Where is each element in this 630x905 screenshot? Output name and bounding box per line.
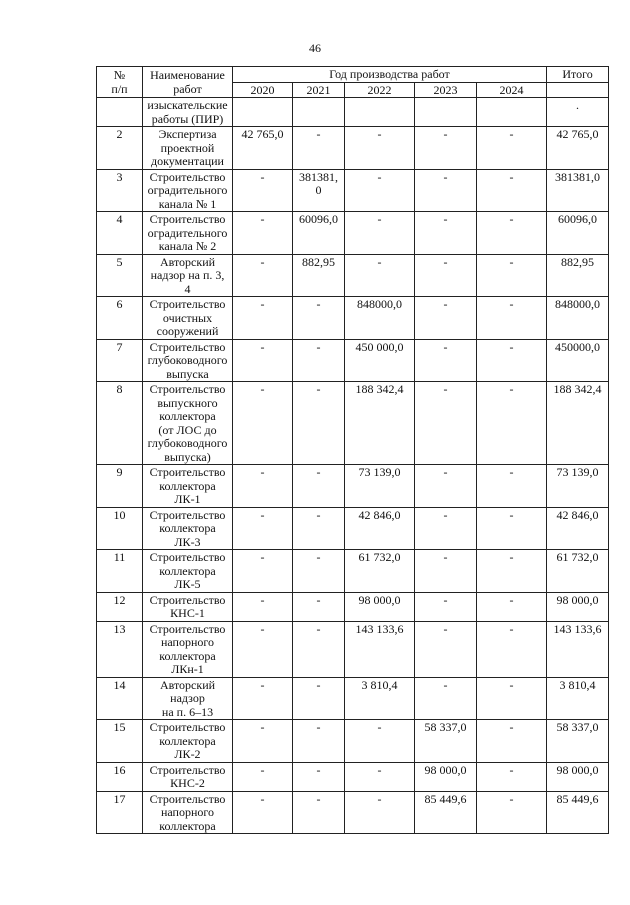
row-number: 10: [97, 507, 143, 550]
row-number: 13: [97, 621, 143, 677]
header-year-2021: 2021: [293, 82, 345, 98]
work-name: Авторский надзор на п. 6–13: [143, 677, 233, 720]
value-2020: -: [233, 297, 293, 340]
header-name: Наименование работ: [143, 67, 233, 98]
value-2023: -: [415, 254, 477, 297]
value-2021: 381381, 0: [293, 169, 345, 212]
value-2023: -: [415, 507, 477, 550]
value-2020: -: [233, 339, 293, 382]
value-2024: -: [477, 720, 547, 763]
value-2023: -: [415, 297, 477, 340]
value-2024: -: [477, 465, 547, 508]
table-row: [97, 339, 609, 382]
table-row: [97, 465, 609, 508]
value-2024: -: [477, 677, 547, 720]
work-name: Строительство коллектора ЛК-3: [143, 507, 233, 550]
value-2021: -: [293, 127, 345, 170]
row-number: 16: [97, 762, 143, 791]
value-2023: -: [415, 382, 477, 465]
row-number: 5: [97, 254, 143, 297]
value-total: 61 732,0: [547, 550, 609, 593]
value-2020: 42 765,0: [233, 127, 293, 170]
value-2023: -: [415, 550, 477, 593]
value-2023: 98 000,0: [415, 762, 477, 791]
value-2020: -: [233, 720, 293, 763]
value-2020: -: [233, 169, 293, 212]
value-total: 98 000,0: [547, 762, 609, 791]
value-2021: 60096,0: [293, 212, 345, 255]
work-name: Строительство оградительного канала № 1: [143, 169, 233, 212]
value-2023: [415, 98, 477, 127]
value-2024: -: [477, 297, 547, 340]
value-2023: -: [415, 127, 477, 170]
value-2021: -: [293, 382, 345, 465]
value-2023: -: [415, 465, 477, 508]
header-year-2023: 2023: [415, 82, 477, 98]
table-row: [97, 720, 609, 763]
value-total: 85 449,6: [547, 791, 609, 834]
value-2024: -: [477, 507, 547, 550]
value-2022: -: [345, 720, 415, 763]
work-name: Строительство КНС-1: [143, 592, 233, 621]
work-name: Строительство напорного коллектора: [143, 791, 233, 834]
value-2024: -: [477, 212, 547, 255]
value-total: 60096,0: [547, 212, 609, 255]
row-number: 8: [97, 382, 143, 465]
row-number: 7: [97, 339, 143, 382]
value-2024: -: [477, 621, 547, 677]
work-name: Строительство КНС-2: [143, 762, 233, 791]
value-2020: -: [233, 621, 293, 677]
value-2022: -: [345, 212, 415, 255]
value-total: 848000,0: [547, 297, 609, 340]
value-2020: -: [233, 382, 293, 465]
value-2020: -: [233, 677, 293, 720]
value-total: 42 765,0: [547, 127, 609, 170]
value-2022: -: [345, 791, 415, 834]
value-2020: -: [233, 212, 293, 255]
table-row: [97, 621, 609, 677]
value-2023: -: [415, 212, 477, 255]
value-2022: 848000,0: [345, 297, 415, 340]
value-2023: 58 337,0: [415, 720, 477, 763]
value-2021: -: [293, 762, 345, 791]
value-2023: -: [415, 621, 477, 677]
header-year-2022: 2022: [345, 82, 415, 98]
value-2024: -: [477, 550, 547, 593]
value-2024: -: [477, 339, 547, 382]
value-2022: 98 000,0: [345, 592, 415, 621]
value-2021: -: [293, 621, 345, 677]
value-2024: -: [477, 254, 547, 297]
work-name: изыскательские работы (ПИР): [143, 98, 233, 127]
work-name: Экспертиза проектной документации: [143, 127, 233, 170]
value-2021: -: [293, 720, 345, 763]
value-total: 381381,0: [547, 169, 609, 212]
value-total: 188 342,4: [547, 382, 609, 465]
value-2024: [477, 98, 547, 127]
table-row: [97, 791, 609, 834]
value-2022: [345, 98, 415, 127]
work-name: Строительство коллектора ЛК-2: [143, 720, 233, 763]
table-row: [97, 169, 609, 212]
value-2022: 3 810,4: [345, 677, 415, 720]
value-2022: -: [345, 169, 415, 212]
value-2023: -: [415, 339, 477, 382]
value-2020: [233, 98, 293, 127]
value-total: 98 000,0: [547, 592, 609, 621]
value-2024: -: [477, 762, 547, 791]
value-2022: 143 133,6: [345, 621, 415, 677]
value-2024: -: [477, 791, 547, 834]
value-2021: -: [293, 297, 345, 340]
table-row: [97, 297, 609, 340]
value-total: 42 846,0: [547, 507, 609, 550]
table-row: [97, 507, 609, 550]
table-row: [97, 212, 609, 255]
value-total: 3 810,4: [547, 677, 609, 720]
value-2022: 188 342,4: [345, 382, 415, 465]
value-2021: -: [293, 507, 345, 550]
value-2020: -: [233, 465, 293, 508]
value-2022: 61 732,0: [345, 550, 415, 593]
value-2021: -: [293, 550, 345, 593]
row-number: 9: [97, 465, 143, 508]
work-name: Строительство коллектора ЛК-1: [143, 465, 233, 508]
row-number: 12: [97, 592, 143, 621]
work-name: Строительство выпускного коллектора (от ЛОС до глубоководного выпуска): [143, 382, 233, 465]
row-number: 4: [97, 212, 143, 255]
page-number: 46: [309, 41, 321, 55]
table-row: [97, 550, 609, 593]
value-2022: -: [345, 254, 415, 297]
table-row: [97, 382, 609, 465]
value-2022: 450 000,0: [345, 339, 415, 382]
value-2021: -: [293, 677, 345, 720]
table-row: [97, 98, 609, 127]
value-total: 143 133,6: [547, 621, 609, 677]
value-2021: -: [293, 791, 345, 834]
value-2021: -: [293, 465, 345, 508]
value-2024: -: [477, 592, 547, 621]
value-2023: -: [415, 592, 477, 621]
value-total: 58 337,0: [547, 720, 609, 763]
work-name: Строительство оградительного канала № 2: [143, 212, 233, 255]
value-2023: -: [415, 169, 477, 212]
header-year-2020: 2020: [233, 82, 293, 98]
table-row: [97, 127, 609, 170]
row-number: 15: [97, 720, 143, 763]
table-row: [97, 254, 609, 297]
value-total: .: [547, 98, 609, 127]
table-row: [97, 677, 609, 720]
table-row: [97, 592, 609, 621]
value-2023: -: [415, 677, 477, 720]
value-total: 882,95: [547, 254, 609, 297]
row-number: 3: [97, 169, 143, 212]
value-2022: -: [345, 762, 415, 791]
header-total-empty: [547, 82, 609, 98]
value-2020: -: [233, 762, 293, 791]
row-number: 17: [97, 791, 143, 834]
value-2021: -: [293, 592, 345, 621]
value-2020: -: [233, 507, 293, 550]
value-2021: 882,95: [293, 254, 345, 297]
work-name: Строительство глубоководного выпуска: [143, 339, 233, 382]
value-2020: -: [233, 550, 293, 593]
value-2020: -: [233, 791, 293, 834]
row-number: 11: [97, 550, 143, 593]
value-total: 450000,0: [547, 339, 609, 382]
value-2020: -: [233, 592, 293, 621]
value-2024: -: [477, 127, 547, 170]
row-number: 6: [97, 297, 143, 340]
row-number: [97, 98, 143, 127]
table-row: [97, 762, 609, 791]
value-2022: 73 139,0: [345, 465, 415, 508]
value-2023: 85 449,6: [415, 791, 477, 834]
header-year-2024: 2024: [477, 82, 547, 98]
works-table: [96, 66, 609, 834]
value-2020: -: [233, 254, 293, 297]
work-name: Строительство напорного коллектора ЛКн-1: [143, 621, 233, 677]
row-number: 2: [97, 127, 143, 170]
value-2024: -: [477, 169, 547, 212]
header-years-group: Год производства работ: [233, 67, 547, 83]
value-2021: [293, 98, 345, 127]
value-2024: -: [477, 382, 547, 465]
value-total: 73 139,0: [547, 465, 609, 508]
value-2022: -: [345, 127, 415, 170]
work-name: Авторский надзор на п. 3, 4: [143, 254, 233, 297]
header-total: Итого: [547, 67, 609, 83]
value-2022: 42 846,0: [345, 507, 415, 550]
row-number: 14: [97, 677, 143, 720]
header-num: № п/п: [97, 67, 143, 98]
work-name: Строительство коллектора ЛК-5: [143, 550, 233, 593]
work-name: Строительство очистных сооружений: [143, 297, 233, 340]
value-2021: -: [293, 339, 345, 382]
